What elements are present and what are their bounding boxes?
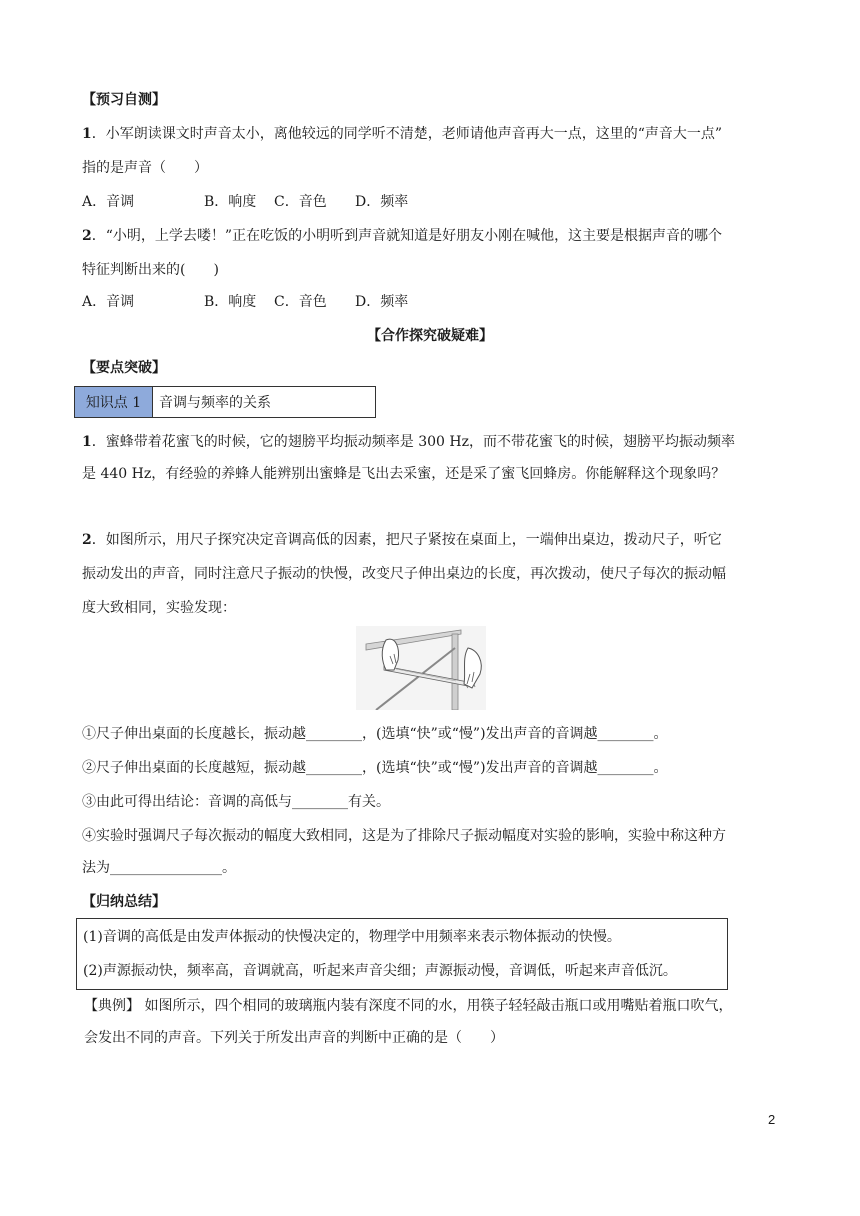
k1-line2: 是 440 Hz，有经验的养蜂人能辨别出蜜蜂是飞出去采蜜，还是采了蜜飞回蜂房。你能解释这个现象吗？ <box>82 466 726 482</box>
q1-option-d: D．频率 <box>355 194 409 210</box>
fill-blank-4-line1: ④实验时强调尺子每次振动的幅度大致相同，这是为了排除尺子振动幅度对实验的影响，实验中称这种方 <box>82 828 726 844</box>
fill-blank-4-line2: 法为________________。 <box>82 860 236 876</box>
k1-number: 1 <box>82 434 92 450</box>
k2-line1 <box>82 530 722 550</box>
k2-line2: 振动发出的声音，同时注意尺子振动的快慢，改变尺子伸出桌边的长度，再次拨动，使尺子每次的振动幅 <box>82 566 726 582</box>
k2-number: 2 <box>82 532 92 548</box>
example-line2: 会发出不同的声音。下列关于所发出声音的判断中正确的是（ ） <box>84 1030 504 1046</box>
fill-blank-2: ②尺子伸出桌面的长度越短，振动越________，(选填“快”或“慢”)发出声音的音调越________。 <box>82 760 668 776</box>
q1-text: ．小军朗读课文时声音太小，离他较远的同学听不清楚，老师请他声音再大一点，这里的“声音大一点” <box>91 126 723 142</box>
k1-line1 <box>82 432 735 452</box>
k1-text: ．蜜蜂带着花蜜飞的时候，它的翅膀平均振动频率是 300 Hz，而不带花蜜飞的时候，翅膀平均振动频率 <box>91 434 735 450</box>
q1-number: 1 <box>82 126 92 142</box>
q2-option-d: D．频率 <box>355 294 409 310</box>
summary-point-2: (2)声源振动快，频率高，音调就高，听起来声音尖细；声源振动慢，音调低，听起来声音低沉。 <box>83 963 677 979</box>
page-number: 2 <box>768 1112 776 1127</box>
preview-header: 【预习自测】 <box>82 92 166 108</box>
knowledge-point-box <box>74 386 376 418</box>
q2-text: ．“小明，上学去喽！”正在吃饭的小明听到声音就知道是好朋友小刚在喊他，这主要是根据声音的哪个 <box>91 228 723 244</box>
fill-blank-3: ③由此可得出结论：音调的高低与________有关。 <box>82 794 390 810</box>
q2-line1 <box>82 226 722 246</box>
k2-line3: 度大致相同，实验发现： <box>82 600 236 616</box>
fill-blank-1: ①尺子伸出桌面的长度越长，振动越________，(选填“快”或“慢”)发出声音的音调越________。 <box>82 726 668 742</box>
q2-option-a: A．音调 <box>82 294 135 310</box>
q1-line1 <box>82 124 722 144</box>
k2-text: ．如图所示，用尺子探究决定音调高低的因素，把尺子紧按在桌面上，一端伸出桌边，拨动尺子，听它 <box>91 532 722 548</box>
summary-header: 【归纳总结】 <box>82 894 166 910</box>
summary-point-1: (1)音调的高低是由发声体振动的快慢决定的，物理学中用频率来表示物体振动的快慢。 <box>83 929 621 945</box>
q2-line2: 特征判断出来的( ) <box>82 262 219 278</box>
example-line1: 【典例】 如图所示，四个相同的玻璃瓶内装有深度不同的水，用筷子轻轻敲击瓶口或用嘴贴着瓶口吹气， <box>84 998 733 1014</box>
q1-option-c: C．音色 <box>274 194 327 210</box>
q1-option-b: B．响度 <box>204 194 257 210</box>
section-title: 【合作探究破疑难】 <box>367 328 493 344</box>
ruler-table-illustration <box>356 626 486 710</box>
key-points-header: 【要点突破】 <box>82 360 166 376</box>
q2-option-b: B．响度 <box>204 294 257 310</box>
q1-line2: 指的是声音（ ） <box>82 160 208 176</box>
q2-option-c: C．音色 <box>274 294 327 310</box>
knowledge-point-label: 知识点 1 <box>75 387 153 417</box>
q2-number: 2 <box>82 228 92 244</box>
knowledge-point-title: 音调与频率的关系 <box>159 395 271 411</box>
summary-box <box>76 918 728 990</box>
q1-option-a: A．音调 <box>82 194 135 210</box>
